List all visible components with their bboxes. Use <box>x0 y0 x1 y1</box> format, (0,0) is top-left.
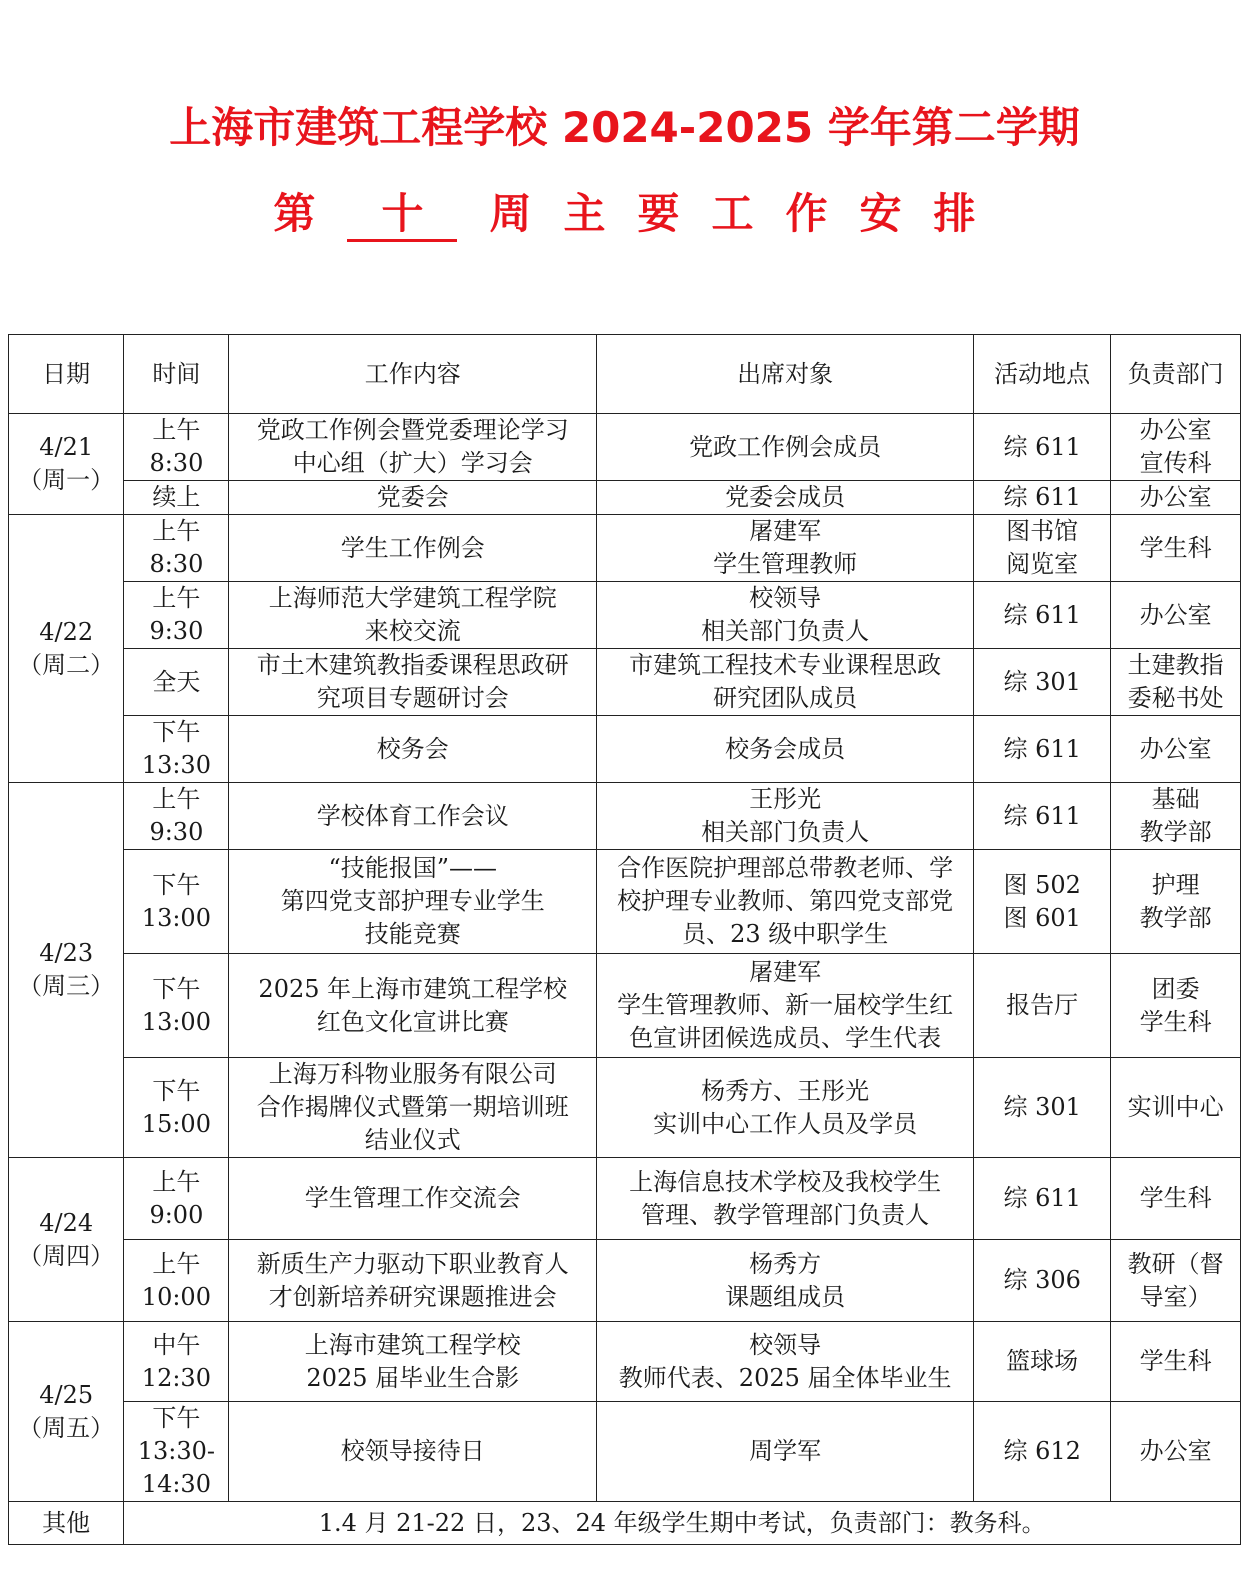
schedule-row <box>9 1402 1241 1502</box>
dept-cell <box>1111 1322 1241 1402</box>
cell-line: 学生工作例会 <box>340 533 485 562</box>
cell-line: 图书馆 <box>1006 517 1079 545</box>
attendees-cell <box>597 649 974 716</box>
cell-line: 学生管理教师、新一届校学生红 <box>617 991 954 1019</box>
cell-line: 办公室 <box>1139 734 1212 763</box>
cell-line: 上午 <box>152 785 201 813</box>
schedule-row <box>9 716 1241 783</box>
date-cell <box>9 783 124 1158</box>
cell-line: 12:30 <box>141 1363 211 1392</box>
location-cell <box>974 1158 1111 1240</box>
header-location: 活动地点 <box>974 335 1111 414</box>
subtitle-char: 工 <box>711 189 754 238</box>
header-attendees: 出席对象 <box>597 335 974 414</box>
cell-line: 市土木建筑教指委课程思政研 <box>256 651 569 679</box>
cell-line: 中心组（扩大）学习会 <box>292 449 533 477</box>
subtitle-char: 排 <box>933 189 976 238</box>
cell-line: 9:00 <box>149 1200 204 1229</box>
date-cell <box>9 414 124 515</box>
cell-line: 技能竞赛 <box>364 920 461 948</box>
attendees-cell <box>597 1402 974 1502</box>
time-cell <box>124 649 229 716</box>
attendees-cell <box>597 783 974 850</box>
cell-line: 8:30 <box>149 449 204 477</box>
cell-line: 结业仪式 <box>364 1126 461 1154</box>
cell-line: 学校体育工作会议 <box>316 801 509 830</box>
cell-line: 究项目专题研讨会 <box>316 684 509 712</box>
cell-line: 市建筑工程技术专业课程思政 <box>629 651 942 679</box>
cell-line: 周学军 <box>749 1437 822 1465</box>
location-cell <box>974 414 1111 481</box>
cell-line: 基础 <box>1151 785 1200 813</box>
cell-line: 屠建军 <box>749 517 822 545</box>
cell-line: 上海市建筑工程学校 <box>304 1330 521 1359</box>
cell-line: 课题组成员 <box>725 1282 846 1311</box>
header-row <box>9 335 1241 414</box>
header-date: 日期 <box>9 335 124 414</box>
cell-line: 党政工作例会暨党委理论学习 <box>256 416 569 444</box>
cell-line: 综 611 <box>1003 801 1081 830</box>
cell-line: 上海信息技术学校及我校学生 <box>629 1167 942 1196</box>
date-cell <box>9 515 124 783</box>
cell-line: 王彤光 <box>749 785 822 813</box>
time-cell <box>124 954 229 1058</box>
cell-line: 10:00 <box>141 1282 211 1311</box>
dept-cell <box>1111 1240 1241 1322</box>
cell-line: 综 611 <box>1003 734 1081 763</box>
content-cell <box>229 582 597 649</box>
attendees-cell <box>597 1322 974 1402</box>
content-cell <box>229 1158 597 1240</box>
cell-line: 团委 <box>1151 974 1200 1003</box>
cell-line: 学生科 <box>1139 1347 1212 1375</box>
cell-line: 阅览室 <box>1006 550 1079 578</box>
cell-line: 宣传科 <box>1139 449 1212 477</box>
time-cell <box>124 582 229 649</box>
content-cell <box>229 850 597 954</box>
location-cell <box>974 649 1111 716</box>
weekday-text: （周四） <box>18 1241 115 1270</box>
cell-line: 屠建军 <box>749 958 822 986</box>
cell-line: 来校交流 <box>364 617 461 645</box>
cell-line: 校领导 <box>749 584 822 612</box>
cell-line: 综 611 <box>1003 483 1081 511</box>
cell-line: 土建教指 <box>1127 651 1224 679</box>
cell-line: 全天 <box>152 667 201 696</box>
schedule-row <box>9 481 1241 515</box>
cell-line: 报告厅 <box>1006 991 1079 1019</box>
schedule-row <box>9 1322 1241 1402</box>
subtitle-char: 要 <box>637 189 680 238</box>
dept-cell <box>1111 1402 1241 1502</box>
subtitle-char: 周 <box>489 189 532 238</box>
schedule-row <box>9 783 1241 850</box>
weekday-text: （周二） <box>18 650 115 679</box>
time-cell <box>124 481 229 515</box>
cell-line: 学生科 <box>1139 1184 1212 1212</box>
week-number: 十 <box>347 189 457 242</box>
cell-line: 实训中心 <box>1127 1093 1224 1121</box>
cell-line: 综 611 <box>1003 600 1081 629</box>
content-cell <box>229 954 597 1058</box>
cell-line: 上海师范大学建筑工程学院 <box>268 584 557 612</box>
attendees-cell <box>597 414 974 481</box>
cell-line: 上午 <box>152 1249 201 1278</box>
cell-line: 综 301 <box>1003 1093 1081 1121</box>
cell-line: 党委会成员 <box>725 483 846 511</box>
cell-line: 综 301 <box>1003 667 1081 696</box>
cell-line: 红色文化宣讲比赛 <box>316 1007 509 1036</box>
header-time: 时间 <box>124 335 229 414</box>
schedule-row <box>9 850 1241 954</box>
cell-line: 新质生产力驱动下职业教育人 <box>256 1249 569 1278</box>
cell-line: 综 306 <box>1003 1266 1081 1294</box>
location-cell <box>974 1058 1111 1158</box>
cell-line: 综 611 <box>1003 1184 1081 1212</box>
cell-line: “技能报国”—— <box>328 854 498 882</box>
subtitle-char: 安 <box>859 189 902 238</box>
cell-line: 15:00 <box>141 1109 211 1138</box>
cell-line: 委秘书处 <box>1127 684 1224 712</box>
cell-line: 学生科 <box>1139 533 1212 562</box>
cell-line: 办公室 <box>1139 483 1212 511</box>
subtitle-char: 主 <box>563 189 606 238</box>
cell-line: 校务会成员 <box>725 734 846 763</box>
cell-line: 下午 <box>152 1404 201 1432</box>
cell-line: 杨秀方 <box>749 1249 822 1278</box>
document-subtitle <box>0 186 1249 242</box>
time-cell <box>124 716 229 783</box>
cell-line: 综 612 <box>1003 1437 1081 1465</box>
time-cell <box>124 1402 229 1502</box>
document-title: 上海市建筑工程学校 2024-2025 学年第二学期 <box>169 103 1080 152</box>
date-text: 4/24 <box>39 1208 94 1237</box>
schedule-row <box>9 649 1241 716</box>
schedule-row <box>9 1158 1241 1240</box>
attendees-cell <box>597 1058 974 1158</box>
date-text: 4/22 <box>39 617 94 646</box>
date-cell <box>9 1322 124 1502</box>
cell-line: 中午 <box>152 1330 201 1359</box>
attendees-cell <box>597 1158 974 1240</box>
content-cell <box>229 515 597 582</box>
other-label: 其他 <box>9 1502 124 1545</box>
cell-line: 校务会 <box>376 734 449 763</box>
cell-line: 上海万科物业服务有限公司 <box>268 1060 557 1088</box>
cell-line: 教学部 <box>1139 818 1212 846</box>
cell-line: 上午 <box>152 517 201 545</box>
content-cell <box>229 1402 597 1502</box>
schedule-row <box>9 515 1241 582</box>
cell-line: 2025 届毕业生合影 <box>306 1363 520 1392</box>
dept-cell <box>1111 716 1241 783</box>
time-cell <box>124 1158 229 1240</box>
schedule-table <box>8 334 1241 1545</box>
cell-line: 校护理专业教师、第四党支部党 <box>617 887 954 915</box>
attendees-cell <box>597 850 974 954</box>
time-cell <box>124 1322 229 1402</box>
schedule-row <box>9 1240 1241 1322</box>
weekday-text: （周一） <box>18 466 115 494</box>
cell-line: 管理、教学管理部门负责人 <box>641 1200 930 1229</box>
cell-line: 才创新培养研究课题推进会 <box>268 1282 557 1311</box>
cell-line: 合作医院护理部总带教老师、学 <box>617 854 954 882</box>
content-cell <box>229 1058 597 1158</box>
schedule-row <box>9 414 1241 481</box>
cell-line: 学生科 <box>1139 1007 1212 1036</box>
dept-cell <box>1111 515 1241 582</box>
weekday-text: （周三） <box>18 972 115 1000</box>
cell-line: 13:00 <box>141 1007 211 1036</box>
cell-line: 13:30- <box>137 1437 216 1465</box>
content-cell <box>229 1322 597 1402</box>
other-text: 1.4 月 21-22 日，23、24 年级学生期中考试，负责部门：教务科。 <box>124 1502 1241 1545</box>
cell-line: 相关部门负责人 <box>701 617 870 645</box>
cell-line: 图 502 <box>1003 870 1081 899</box>
dept-cell <box>1111 414 1241 481</box>
cell-line: 杨秀方、王彤光 <box>701 1076 870 1105</box>
cell-line: 2025 年上海市建筑工程学校 <box>258 974 568 1003</box>
location-cell <box>974 1402 1111 1502</box>
content-cell <box>229 481 597 515</box>
cell-line: 下午 <box>152 1076 201 1105</box>
dept-cell <box>1111 582 1241 649</box>
cell-line: 13:30 <box>141 751 211 779</box>
attendees-cell <box>597 481 974 515</box>
cell-line: 办公室 <box>1139 600 1212 629</box>
cell-line: 下午 <box>152 718 201 746</box>
cell-line: 办公室 <box>1139 1437 1212 1465</box>
cell-line: 学生管理教师 <box>713 550 858 578</box>
other-row <box>9 1502 1241 1545</box>
cell-line: 篮球场 <box>1006 1347 1079 1375</box>
header-content: 工作内容 <box>229 335 597 414</box>
cell-line: 第四党支部护理专业学生 <box>280 887 545 915</box>
location-cell <box>974 515 1111 582</box>
cell-line: 续上 <box>152 483 201 511</box>
cell-line: 综 611 <box>1003 432 1081 461</box>
cell-line: 13:00 <box>141 903 211 932</box>
cell-line: 校领导接待日 <box>340 1437 485 1465</box>
time-cell <box>124 515 229 582</box>
dept-cell <box>1111 1158 1241 1240</box>
cell-line: 教师代表、2025 届全体毕业生 <box>618 1363 952 1392</box>
attendees-cell <box>597 515 974 582</box>
time-cell <box>124 783 229 850</box>
cell-line: 员、23 级中职学生 <box>682 920 889 948</box>
cell-line: 8:30 <box>149 550 204 578</box>
cell-line: 党政工作例会成员 <box>689 432 882 461</box>
time-cell <box>124 850 229 954</box>
cell-line: 下午 <box>152 974 201 1003</box>
schedule-row <box>9 582 1241 649</box>
cell-line: 教学部 <box>1139 903 1212 932</box>
cell-line: 上午 <box>152 1167 201 1196</box>
subtitle-prefix: 第 <box>273 189 316 238</box>
date-text: 4/25 <box>39 1380 94 1409</box>
cell-line: 下午 <box>152 870 201 899</box>
cell-line: 相关部门负责人 <box>701 818 870 846</box>
cell-line: 9:30 <box>149 818 204 846</box>
content-cell <box>229 649 597 716</box>
time-cell <box>124 414 229 481</box>
attendees-cell <box>597 954 974 1058</box>
cell-line: 学生管理工作交流会 <box>304 1184 521 1212</box>
dept-cell <box>1111 850 1241 954</box>
dept-cell <box>1111 954 1241 1058</box>
cell-line: 党委会 <box>376 483 449 511</box>
content-cell <box>229 414 597 481</box>
attendees-cell <box>597 716 974 783</box>
date-cell <box>9 1158 124 1322</box>
cell-line: 教研（督 <box>1127 1249 1224 1278</box>
content-cell <box>229 1240 597 1322</box>
schedule-row <box>9 1058 1241 1158</box>
location-cell <box>974 1322 1111 1402</box>
dept-cell <box>1111 1058 1241 1158</box>
weekday-text: （周五） <box>18 1413 115 1442</box>
schedule-row <box>9 954 1241 1058</box>
attendees-cell <box>597 582 974 649</box>
time-cell <box>124 1240 229 1322</box>
attendees-cell <box>597 1240 974 1322</box>
cell-line: 合作揭牌仪式暨第一期培训班 <box>256 1093 569 1121</box>
cell-line: 图 601 <box>1003 903 1081 932</box>
location-cell <box>974 716 1111 783</box>
cell-line: 研究团队成员 <box>713 684 858 712</box>
cell-line: 导室） <box>1139 1282 1212 1311</box>
location-cell <box>974 954 1111 1058</box>
content-cell <box>229 783 597 850</box>
schedule-body <box>9 414 1241 1502</box>
cell-line: 9:30 <box>149 617 204 645</box>
location-cell <box>974 1240 1111 1322</box>
cell-line: 色宣讲团候选成员、学生代表 <box>629 1024 942 1052</box>
time-cell <box>124 1058 229 1158</box>
cell-line: 上午 <box>152 416 201 444</box>
cell-line: 校领导 <box>749 1330 822 1359</box>
dept-cell <box>1111 783 1241 850</box>
date-text: 4/21 <box>39 433 94 461</box>
cell-line: 上午 <box>152 584 201 612</box>
cell-line: 14:30 <box>141 1470 211 1498</box>
date-text: 4/23 <box>39 939 94 967</box>
cell-line: 护理 <box>1151 870 1200 899</box>
dept-cell <box>1111 649 1241 716</box>
dept-cell <box>1111 481 1241 515</box>
location-cell <box>974 850 1111 954</box>
content-cell <box>229 716 597 783</box>
subtitle-char: 作 <box>785 189 828 238</box>
cell-line: 实训中心工作人员及学员 <box>653 1109 918 1138</box>
location-cell <box>974 783 1111 850</box>
header-dept: 负责部门 <box>1111 335 1241 414</box>
cell-line: 办公室 <box>1139 416 1212 444</box>
location-cell <box>974 582 1111 649</box>
location-cell <box>974 481 1111 515</box>
